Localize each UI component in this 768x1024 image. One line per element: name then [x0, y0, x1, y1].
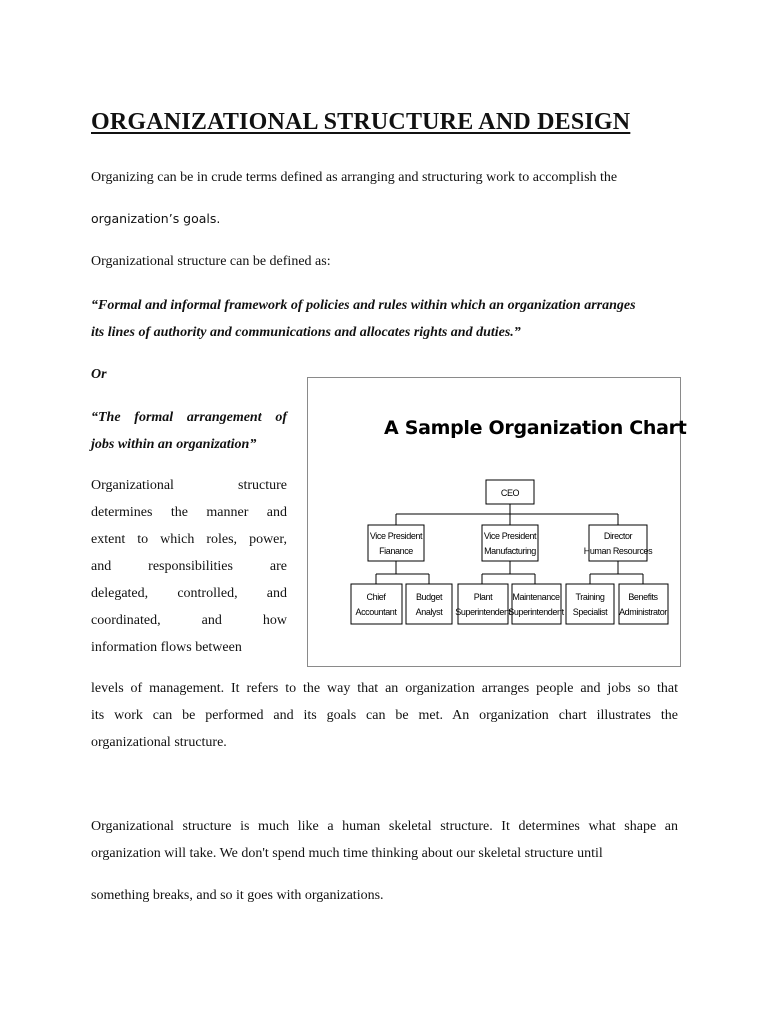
column-line: information flows between [91, 640, 242, 655]
continuation-line-3: organizational structure. [91, 735, 227, 750]
quote-formal-line-2: its lines of authority and communications and allocates rights and duties.” [91, 325, 521, 340]
quote-arrangement-line-2: jobs within an organization” [91, 437, 257, 452]
column-line: delegated, controlled, and [91, 586, 287, 601]
column-line: and responsibilities are [91, 559, 287, 574]
org-node-ceo [486, 480, 534, 504]
org-node-label: Director [603, 531, 633, 541]
or-text: Or [91, 367, 107, 382]
page-title: ORGANIZATIONAL STRUCTURE AND DESIGN [91, 109, 631, 135]
org-node-label: Administrator [619, 607, 667, 617]
org-node-vp-finance [368, 525, 424, 561]
continuation-paragraph [91, 675, 678, 756]
org-node-label: Accountant [355, 607, 397, 617]
org-node-vp-manufacturing [482, 525, 538, 561]
org-node-budget-analyst [406, 584, 452, 624]
column-line: coordinated, and how [91, 613, 287, 628]
skeletal-line-1: Organizational structure is much like a human skeletal structure. It determines what shape an [91, 819, 678, 834]
structure-column-paragraph [91, 472, 287, 661]
intro-line-1: Organizing can be in crude terms defined as arranging and structuring work to accomplish the [91, 170, 618, 185]
org-node-maintenance-superintendent [508, 584, 564, 624]
org-node-label: Training [575, 592, 605, 602]
org-node-label: Analyst [415, 607, 443, 617]
quote-formal-line-1: “Formal and informal framework of policies and rules within which an organization arranges [91, 298, 636, 313]
org-node-label: Specialist [572, 607, 608, 617]
org-node-label: Plant [473, 592, 493, 602]
org-node-label: Chief [366, 592, 386, 602]
org-chart-title: A Sample Organization Chart [384, 417, 687, 439]
org-node-label: Budget [415, 592, 443, 602]
column-line: Organizational structure [91, 478, 287, 493]
quote-arrangement [91, 404, 287, 458]
org-node-label: Superintendent [508, 607, 564, 617]
org-node-training-specialist [566, 584, 614, 624]
org-node-plant-superintendent [455, 584, 511, 624]
skeletal-line-2: organization will take. We don't spend much time thinking about our skeletal structure until [91, 846, 603, 861]
org-node-label: Human Resources [583, 546, 653, 556]
org-node-label: Vice President [483, 531, 537, 541]
skeletal-paragraph [91, 813, 678, 867]
intro-line-2: organization’s goals. [91, 211, 221, 226]
org-node-label: Superintendent [455, 607, 511, 617]
org-node-label: Manufacturing [484, 546, 536, 556]
column-line: determines the manner and [91, 505, 287, 520]
org-chart-diagram [307, 377, 681, 667]
org-node-chief-accountant [351, 584, 402, 624]
org-node-benefits-administrator [619, 584, 668, 624]
org-node-director-hr [584, 525, 653, 561]
org-node-label: Benefits [628, 592, 658, 602]
org-node-label: Vice President [369, 531, 423, 541]
quote-arrangement-line-1: “The formal arrangement of [91, 410, 287, 425]
continuation-line-2: its work can be performed and its goals can be met. An organization chart illustrates the [91, 708, 678, 723]
org-node-label: CEO [500, 488, 520, 498]
column-line: extent to which roles, power, [91, 532, 287, 547]
org-node-label: Fianance [379, 546, 413, 556]
skeletal-line-3: something breaks, and so it goes with organizations. [91, 888, 384, 903]
definition-intro: Organizational structure can be defined as: [91, 254, 331, 269]
org-node-label: Maintenance [512, 592, 560, 602]
continuation-line-1: levels of management. It refers to the way that an organization arranges people and jobs so that [91, 681, 678, 696]
